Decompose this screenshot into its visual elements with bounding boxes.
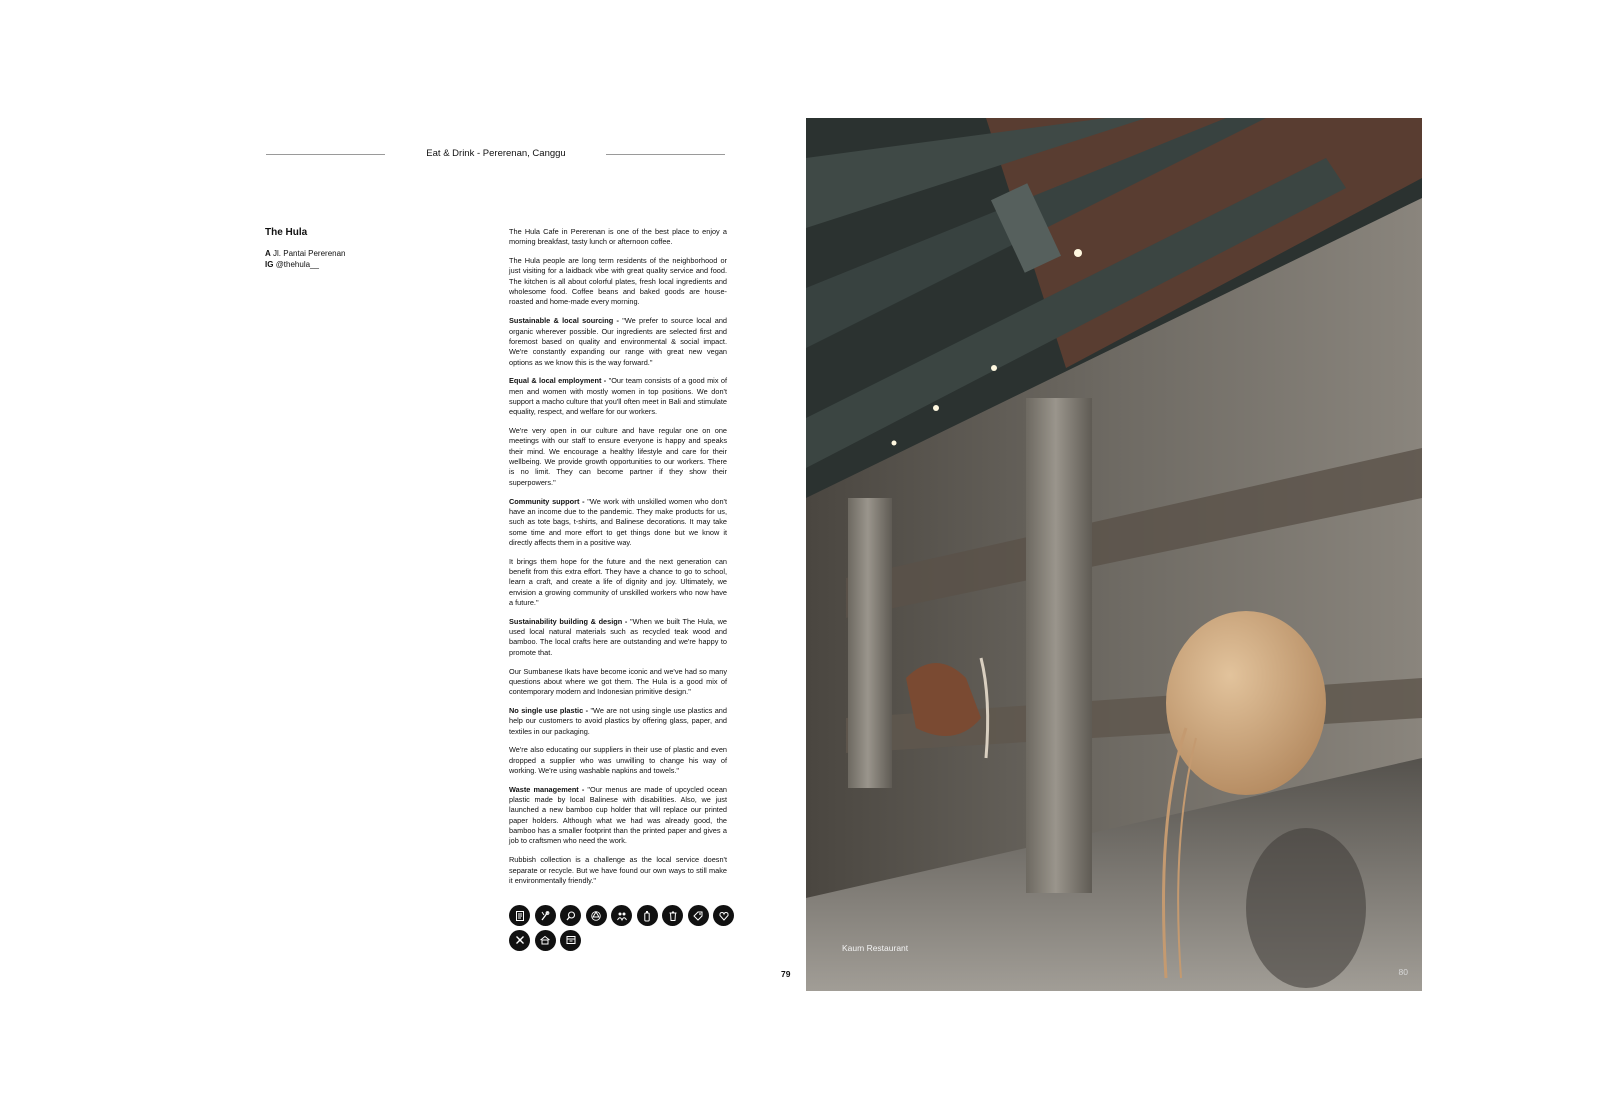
heading-sourcing: Sustainable & local sourcing -: [509, 316, 619, 326]
paragraph-hope: It brings them hope for the future and the next generation can benefit from this extra effort. They have a chance to go to school, learn a craft, and create a life of dignity and joy. Ultimately, we envision a growing community of unskilled workers who now have a future.": [509, 556, 727, 607]
sustainability-icons: [509, 905, 739, 951]
photo-caption: Kaum Restaurant: [842, 943, 909, 953]
text-plastic: "We are not using single use plastics and help our customers to avoid plastics by offering glass, paper, and textiles in our packaging.: [509, 705, 727, 736]
people-icon: [611, 905, 632, 926]
paragraph-residents: The Hula people are long term residents of the neighborhood or just visiting for a laidback vibe with great quality service and food. The kitchen is all about colorful plates, fresh local ingredients and wholesome food. Coffee beans and baked goods are house-roasted and home-made every morning.: [509, 256, 727, 307]
paragraph-building: [509, 617, 727, 658]
magnifier-leaf-icon: [560, 905, 581, 926]
heading-community: Community support -: [509, 496, 585, 506]
header-rule-right: [606, 154, 725, 155]
address-text: Jl. Pantai Pererenan: [273, 249, 346, 258]
recycle-icon: [586, 905, 607, 926]
page-number-right: 80: [1398, 967, 1408, 977]
paragraph-community: [509, 497, 727, 549]
paragraph-sourcing: [509, 316, 727, 368]
text-building: "When we built The Hula, we used local natural materials such as recycled teak wood and bamboo. The local crafts here are outstanding and we're happy to promote that.: [509, 616, 727, 657]
heading-waste: Waste management -: [509, 784, 585, 794]
paragraph-intro: The Hula Cafe in Pererenan is one of the best place to enjoy a morning breakfast, tasty lunch or afternoon coffee.: [509, 227, 727, 247]
text-employment: "Our team consists of a good mix of men and women with mostly women in top positions. We don't support a macho culture that you'll often meet in Bali and stimulate equality, respect, and welfare for our workers.: [509, 376, 727, 417]
heading-plastic: No single use plastic -: [509, 705, 589, 715]
section-label: Eat & Drink - Pererenan, Canggu: [426, 148, 566, 159]
ig-label: IG: [265, 259, 274, 269]
venue-instagram: [265, 260, 346, 271]
venue-name: The Hula: [265, 227, 308, 238]
heading-building: Sustainability building & design -: [509, 616, 628, 626]
text-community: "We work with unskilled women who don't have an income due to the pandemic. They make products for us, such as tote bags, t-shirts, and Balinese decorations. It may take some time and more effort to get things done but we know it directly affects them in a positive way.: [509, 496, 727, 547]
heading-employment: Equal & local employment -: [509, 376, 607, 386]
restaurant-photo: [806, 118, 1422, 991]
paragraph-plastic: [509, 706, 727, 737]
ig-handle[interactable]: @thehula__: [275, 259, 319, 269]
bottle-icon: [637, 905, 658, 926]
photo-illustration: [806, 118, 1422, 991]
paragraph-rubbish: Rubbish collection is a challenge as the local service doesn't separate or recycle. But we have found our own ways to still make it environmentally friendly.": [509, 855, 727, 885]
utensils-icon: [535, 905, 556, 926]
paragraph-employment: [509, 376, 727, 417]
paragraph-culture: We're very open in our culture and have regular one on one meetings with our staff to ensure everyone is happy and speaks their mind. We encourage a healthy lifestyle and care for their wellbeing. We provide growth opportunities to our workers. There is no limit. They can become partner if they show their superpowers.": [509, 426, 727, 487]
building-icon: [535, 930, 556, 951]
menu-list-icon: [509, 905, 530, 926]
article-body: [509, 227, 727, 895]
venue-address: [265, 249, 346, 260]
header-rule-left: [266, 154, 385, 155]
heart-hand-icon: [713, 905, 734, 926]
paragraph-ikat: Our Sumbanese Ikats have become iconic and we've had so many questions about where we got them. The Hula is a good mix of contemporary modern and Indonesian primitive design.": [509, 666, 727, 697]
address-label: A: [265, 249, 271, 258]
paragraph-waste: [509, 785, 727, 847]
paragraph-suppliers: We're also educating our suppliers in their use of plastic and even dropped a supplier who was unwilling to change his way of working. We're using washable napkins and towels.": [509, 745, 727, 776]
page-number-left: 79: [781, 969, 791, 979]
venue-meta: [265, 249, 346, 270]
bin-icon: [662, 905, 683, 926]
cross-tools-icon: [509, 930, 530, 951]
tag-icon: [688, 905, 709, 926]
text-sourcing: "We prefer to source local and organic wherever possible. Our ingredients are selected first and foremost based on quality and environmental & social impact. We're constantly expanding our range with great new vegan options as we know this is the way forward.": [509, 316, 727, 367]
text-waste: "Our menus are made of upcycled ocean plastic made by local Balinese with disabilities. Also, we just launched a new bamboo cup holder that will replace our printed paper holders. Although what we had was already good, the bamboo has a smaller footprint than the printed paper and gives a job to craftsmen who need the work.: [509, 784, 728, 846]
cup-holder-icon: [560, 930, 581, 951]
